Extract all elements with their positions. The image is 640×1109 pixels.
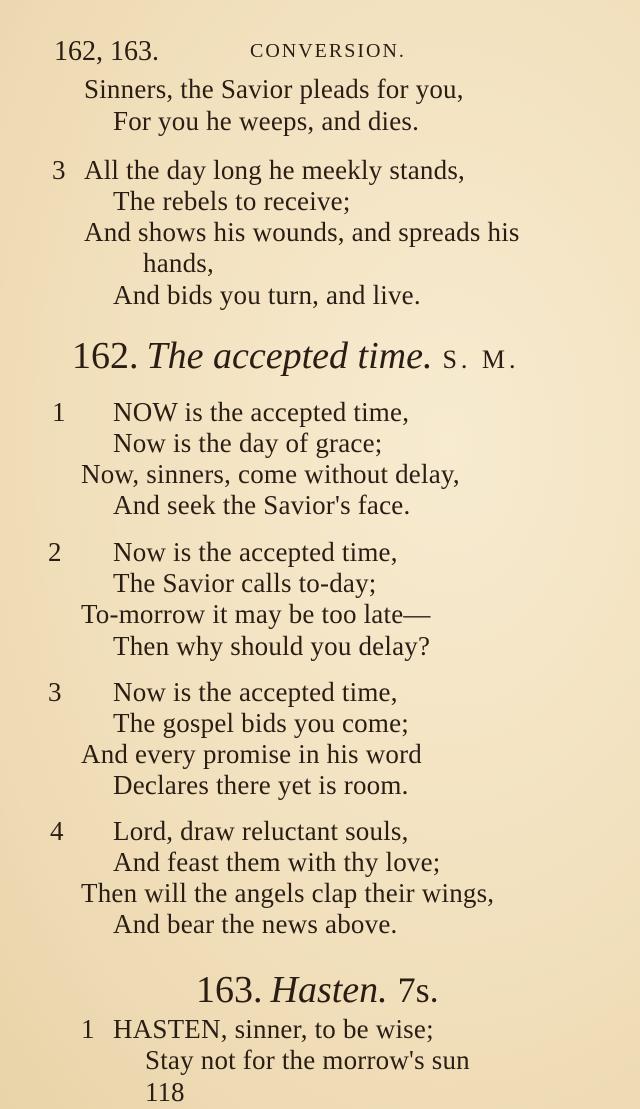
hymn-number: 163. xyxy=(196,969,263,1011)
verse-line: NOW is the accepted time, xyxy=(113,397,410,427)
verse-line: The Savior calls to-day; xyxy=(113,568,377,598)
hymn-162-heading xyxy=(72,334,520,378)
verse-line: Then why should you delay? xyxy=(113,631,431,661)
verse-number: 2 xyxy=(48,537,62,567)
verse-line: And feast them with thy love; xyxy=(113,847,441,877)
verse-line: And bear the news above. xyxy=(113,909,398,939)
hymn-meter: 7s. xyxy=(397,970,439,1010)
verse-line: And shows his wounds, and spreads his xyxy=(84,217,520,247)
verse-line: Now is the day of grace; xyxy=(113,428,383,458)
verse-line: And bids you turn, and live. xyxy=(113,280,421,310)
verse-line: Now is the accepted time, xyxy=(113,677,398,707)
hymn-number: 162. xyxy=(72,335,139,377)
verse-line: Lord, draw reluctant souls, xyxy=(113,816,409,846)
verse-line: To-morrow it may be too late— xyxy=(81,599,431,629)
verse-line: Sinners, the Savior pleads for you, xyxy=(84,74,464,104)
hymn-title: Hasten. xyxy=(270,969,388,1011)
verse-line: Now is the accepted time, xyxy=(113,537,398,567)
verse-line: Stay not for the morrow's sun xyxy=(145,1045,470,1075)
verse-line: Now, sinners, come without delay, xyxy=(81,459,460,489)
hymn-meter: S. M. xyxy=(442,345,520,374)
verse-line: hands, xyxy=(143,248,214,278)
hymn-title: The accepted time. xyxy=(146,335,433,377)
signature-mark: 118 xyxy=(145,1077,185,1107)
running-header-section: CONVERSION. xyxy=(250,40,406,62)
verse-number: 3 xyxy=(52,155,66,185)
verse-number: 1 xyxy=(81,1014,95,1044)
verse-number: 3 xyxy=(48,677,62,707)
verse-line: And every promise in his word xyxy=(81,739,422,769)
verse-line: All the day long he meekly stands, xyxy=(84,155,465,185)
verse-number: 1 xyxy=(52,397,66,427)
verse-line: Then will the angels clap their wings, xyxy=(81,878,495,908)
running-header-page-numbers: 162, 163. xyxy=(54,36,159,67)
verse-line: The gospel bids you come; xyxy=(113,708,409,738)
verse-line: Declares there yet is room. xyxy=(113,770,409,800)
verse-line: For you he weeps, and dies. xyxy=(113,106,420,136)
verse-line: The rebels to receive; xyxy=(113,186,351,216)
hymn-163-heading xyxy=(196,968,439,1012)
verse-line: And seek the Savior's face. xyxy=(113,490,411,520)
verse-number: 4 xyxy=(50,816,64,846)
verse-line: HASTEN, sinner, to be wise; xyxy=(113,1014,434,1044)
